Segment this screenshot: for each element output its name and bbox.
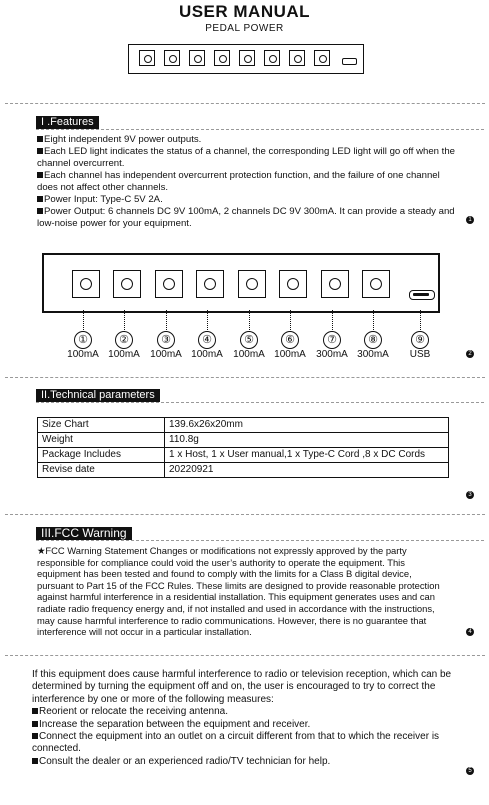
feature-item: Each LED light indicates the status of a channel, the corresponding LED light will go off when the channel overcurrent.: [37, 146, 456, 169]
port-number: ③: [157, 331, 175, 349]
dc-jack-icon: [264, 50, 280, 66]
features-list: [37, 134, 457, 230]
port-leader-line: [124, 310, 125, 332]
feature-item: Power Input: Type-C 5V 2A.: [37, 194, 457, 206]
dc-jack-icon: [362, 270, 390, 298]
table-key: Size Chart: [38, 418, 165, 433]
port-number: ①: [74, 331, 92, 349]
port-number: ⑥: [281, 331, 299, 349]
section-divider: [5, 103, 485, 104]
dc-jack-icon: [189, 50, 205, 66]
feature-item: Eight independent 9V power outputs.: [37, 134, 457, 146]
page-mark: 3: [466, 491, 474, 499]
page-mark: 4: [466, 628, 474, 636]
dc-jack-icon: [214, 50, 230, 66]
usb-port-icon: [342, 58, 357, 65]
bullet-icon: [37, 172, 43, 178]
port-number: ②: [115, 331, 133, 349]
port-label: 100mA: [150, 349, 182, 360]
feature-item: Each channel has independent overcurrent protection function, and the failure of one channel does not affect other channels.: [37, 170, 440, 193]
manual-subtitle: PEDAL POWER: [205, 23, 284, 34]
table-row: [38, 448, 449, 463]
dc-jack-icon: [279, 270, 307, 298]
device-top-illustration: [128, 44, 364, 74]
section-rule: [36, 540, 484, 541]
dc-jack-icon: [238, 270, 266, 298]
table-key: Weight: [38, 433, 165, 448]
port-number: ⑨: [411, 331, 429, 349]
port-number: ④: [198, 331, 216, 349]
bullet-icon: [32, 708, 38, 714]
port-number: ⑦: [323, 331, 341, 349]
bullet-icon: [37, 196, 43, 202]
dc-jack-icon: [164, 50, 180, 66]
bullet-icon: [32, 733, 38, 739]
port-leader-line: [166, 310, 167, 332]
tech-heading: II.Technical parameters: [36, 389, 160, 402]
section-divider: [5, 514, 485, 515]
port-leader-line: [420, 310, 421, 332]
port-label: 100mA: [274, 349, 306, 360]
port-label: 100mA: [67, 349, 99, 360]
port-label: 300mA: [357, 349, 389, 360]
bullet-icon: [32, 758, 38, 764]
dc-jack-icon: [196, 270, 224, 298]
usb-port-icon: [409, 290, 435, 300]
dc-jack-icon: [289, 50, 305, 66]
port-label: 300mA: [316, 349, 348, 360]
port-label: USB: [409, 349, 431, 360]
fcc-heading: III.FCC Warning: [36, 527, 132, 540]
port-number: ⑤: [240, 331, 258, 349]
measure-item: Consult the dealer or an experienced radio/TV technician for help.: [32, 756, 456, 768]
port-leader-line: [290, 310, 291, 332]
port-leader-line: [207, 310, 208, 332]
device-front-diagram: [42, 253, 440, 313]
page-mark: 2: [466, 350, 474, 358]
port-leader-line: [332, 310, 333, 332]
section-divider: [5, 377, 485, 378]
measure-item: Connect the equipment into an outlet on a circuit different from that to which the receiver is connected.: [32, 731, 440, 755]
dc-jack-icon: [314, 50, 330, 66]
fcc-statement: ★FCC Warning Statement Changes or modifications not expressly approved by the party responsible for compliance could void the user’s authority to operate the equipment. This equipment has been tested and found to comply with the limits for a Class B digital device, pursuant to Part 15 of the FCC Rules. These limits are designed to provide reasonable protection against harmful interference in a residential installation. This equipment generates uses and can radiate radio frequency energy and, if not installed and used in accordance with the instructions, may cause harmful interference to radio communications. However, there is no guarantee that interference will not occur in a particular installation.: [37, 545, 440, 638]
port-leader-line: [249, 310, 250, 332]
measure-item: Reorient or relocate the receiving antenna.: [32, 706, 456, 718]
page-mark: 5: [466, 767, 474, 775]
table-row: [38, 433, 449, 448]
features-heading: I .Features: [36, 116, 99, 129]
section-divider: [5, 655, 485, 656]
table-value: 110.8g: [165, 433, 449, 448]
dc-jack-icon: [155, 270, 183, 298]
table-value: 1 x Host, 1 x User manual,1 x Type-C Cord ,8 x DC Cords: [165, 448, 449, 463]
bullet-icon: [37, 148, 43, 154]
section-rule: [36, 129, 484, 130]
bullet-icon: [32, 721, 38, 727]
dc-jack-icon: [139, 50, 155, 66]
port-number: ⑧: [364, 331, 382, 349]
dc-jack-icon: [113, 270, 141, 298]
table-key: Revise date: [38, 463, 165, 478]
page-mark: 1: [466, 216, 474, 224]
section-rule: [36, 402, 484, 403]
port-label: 100mA: [233, 349, 265, 360]
port-label: 100mA: [191, 349, 223, 360]
manual-title: USER MANUAL: [178, 2, 311, 21]
table-row: [38, 463, 449, 478]
dc-jack-icon: [239, 50, 255, 66]
table-value: 139.6x26x20mm: [165, 418, 449, 433]
measure-item: Increase the separation between the equipment and receiver.: [32, 719, 456, 731]
table-row: [38, 418, 449, 433]
port-label: 100mA: [108, 349, 140, 360]
tech-parameters-table: [37, 417, 449, 478]
port-leader-line: [373, 310, 374, 332]
bullet-icon: [37, 208, 43, 214]
bullet-icon: [37, 136, 43, 142]
fcc-measures: [32, 669, 456, 768]
feature-item: Power Output: 6 channels DC 9V 100mA, 2 channels DC 9V 300mA. It can provide a steady and low-noise power for your equipment.: [37, 206, 455, 229]
table-key: Package Includes: [38, 448, 165, 463]
port-leader-line: [83, 310, 84, 332]
table-value: 20220921: [165, 463, 449, 478]
fcc-intro: If this equipment does cause harmful interference to radio or television reception, which can be determined by turning the equipment off and on, the user is encouraged to try to correct the interference by one or more of the following measures:: [32, 669, 452, 705]
dc-jack-icon: [72, 270, 100, 298]
dc-jack-icon: [321, 270, 349, 298]
